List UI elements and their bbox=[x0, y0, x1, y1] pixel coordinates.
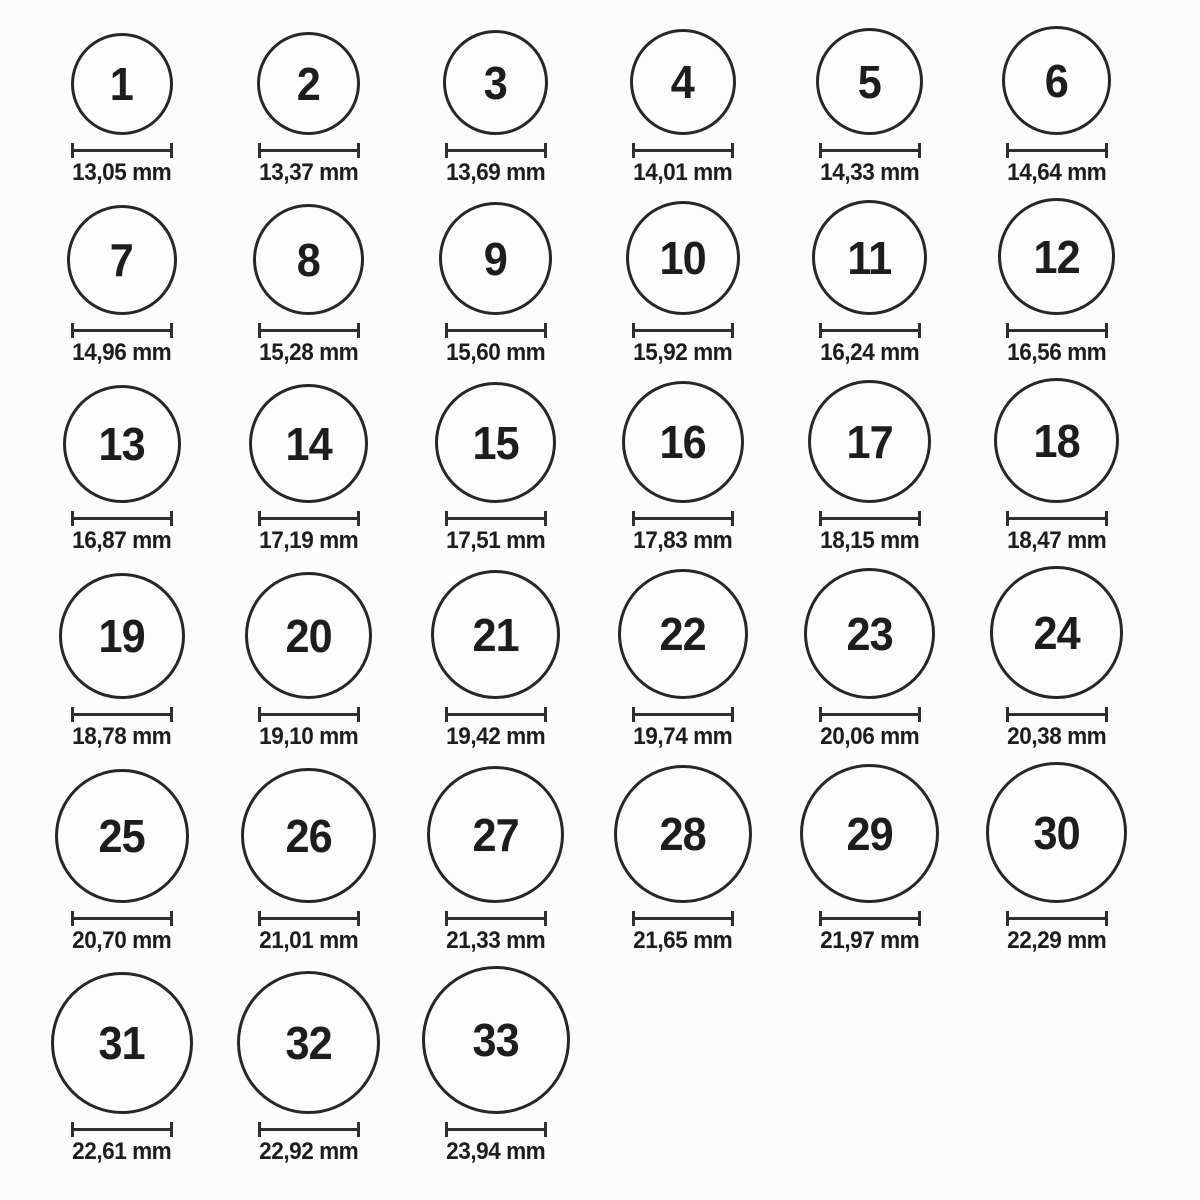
diameter-label: 13,37 mm bbox=[258, 159, 359, 186]
ring-circle bbox=[241, 768, 376, 903]
size-number: 22 bbox=[659, 608, 706, 660]
ring-circle bbox=[59, 573, 185, 699]
ring-size-item bbox=[28, 385, 215, 554]
ring-circle bbox=[63, 385, 181, 503]
diameter-label: 14,96 mm bbox=[71, 339, 172, 366]
diameter-label: 19,74 mm bbox=[632, 723, 733, 750]
size-number: 1 bbox=[109, 58, 134, 110]
measure-tick-right bbox=[918, 911, 921, 926]
size-number: 33 bbox=[472, 1014, 519, 1066]
measure-bar bbox=[74, 517, 170, 520]
diameter-label: 21,01 mm bbox=[258, 927, 359, 954]
measure-bar bbox=[635, 917, 731, 920]
diameter-label: 15,28 mm bbox=[258, 339, 359, 366]
ring-circle bbox=[71, 33, 173, 135]
diameter-measure-line bbox=[1006, 911, 1108, 926]
size-number: 16 bbox=[659, 416, 706, 468]
size-row bbox=[28, 198, 1200, 366]
diameter-measure-line bbox=[258, 707, 360, 722]
size-number: 25 bbox=[98, 810, 145, 862]
measure-tick-right bbox=[357, 323, 360, 338]
diameter-label: 21,97 mm bbox=[819, 927, 920, 954]
measure-tick-right bbox=[170, 1122, 173, 1137]
measure-bar bbox=[74, 329, 170, 332]
ring-size-item bbox=[963, 26, 1150, 186]
measure-tick-right bbox=[170, 511, 173, 526]
measure-tick-right bbox=[731, 143, 734, 158]
diameter-label: 22,61 mm bbox=[71, 1138, 172, 1165]
ring-circle bbox=[249, 384, 368, 503]
diameter-label: 15,92 mm bbox=[632, 339, 733, 366]
ring-circle bbox=[435, 382, 556, 503]
ring-circle bbox=[614, 765, 752, 903]
size-number: 9 bbox=[483, 232, 508, 285]
size-number: 18 bbox=[1033, 414, 1080, 467]
ring-size-item bbox=[776, 200, 963, 366]
measure-bar bbox=[261, 713, 357, 716]
diameter-measure-line bbox=[258, 1122, 360, 1137]
diameter-label: 15,60 mm bbox=[445, 339, 546, 366]
ring-size-item bbox=[963, 198, 1150, 366]
size-row bbox=[28, 26, 1200, 186]
measure-tick-right bbox=[731, 911, 734, 926]
size-number: 21 bbox=[472, 608, 519, 661]
size-number: 6 bbox=[1044, 54, 1069, 107]
diameter-label: 14,33 mm bbox=[819, 159, 920, 186]
ring-size-item bbox=[776, 28, 963, 186]
diameter-measure-line bbox=[819, 511, 921, 526]
ring-size-item bbox=[402, 202, 589, 366]
ring-size-item bbox=[28, 972, 215, 1165]
measure-tick-right bbox=[1105, 707, 1108, 722]
measure-tick-right bbox=[170, 143, 173, 158]
size-row bbox=[28, 966, 1200, 1165]
measure-bar bbox=[635, 517, 731, 520]
diameter-label: 16,56 mm bbox=[1006, 339, 1107, 366]
measure-bar bbox=[74, 917, 170, 920]
size-number: 26 bbox=[285, 809, 332, 862]
diameter-label: 14,64 mm bbox=[1006, 159, 1107, 186]
size-number: 20 bbox=[285, 609, 332, 662]
diameter-measure-line bbox=[1006, 707, 1108, 722]
measure-bar bbox=[1009, 517, 1105, 520]
size-number: 17 bbox=[846, 415, 893, 468]
diameter-measure-line bbox=[71, 707, 173, 722]
ring-size-item bbox=[963, 762, 1150, 954]
size-number: 27 bbox=[472, 808, 519, 861]
diameter-measure-line bbox=[632, 323, 734, 338]
measure-bar bbox=[448, 517, 544, 520]
measure-tick-right bbox=[918, 323, 921, 338]
size-number: 3 bbox=[483, 56, 508, 109]
measure-tick-right bbox=[170, 707, 173, 722]
measure-tick-right bbox=[357, 911, 360, 926]
measure-tick-right bbox=[544, 323, 547, 338]
diameter-measure-line bbox=[445, 707, 547, 722]
size-number: 24 bbox=[1033, 606, 1080, 659]
ring-size-item bbox=[963, 566, 1150, 750]
ring-circle bbox=[439, 202, 552, 315]
ring-size-item bbox=[215, 971, 402, 1165]
diameter-measure-line bbox=[258, 911, 360, 926]
ring-size-item bbox=[402, 966, 589, 1165]
size-row bbox=[28, 378, 1200, 554]
measure-bar bbox=[822, 917, 918, 920]
measure-bar bbox=[1009, 329, 1105, 332]
ring-size-item bbox=[776, 568, 963, 750]
diameter-measure-line bbox=[445, 911, 547, 926]
diameter-label: 23,94 mm bbox=[445, 1138, 546, 1165]
diameter-measure-line bbox=[71, 511, 173, 526]
ring-circle bbox=[622, 381, 744, 503]
size-number: 10 bbox=[659, 232, 706, 284]
measure-tick-right bbox=[1105, 323, 1108, 338]
ring-size-item bbox=[589, 765, 776, 954]
ring-circle bbox=[1002, 26, 1111, 135]
measure-bar bbox=[635, 713, 731, 716]
diameter-measure-line bbox=[632, 511, 734, 526]
size-number: 4 bbox=[670, 56, 695, 108]
ring-size-item bbox=[402, 382, 589, 554]
measure-bar bbox=[74, 713, 170, 716]
measure-bar bbox=[448, 917, 544, 920]
ring-circle bbox=[422, 966, 570, 1114]
size-number: 14 bbox=[285, 417, 332, 470]
diameter-measure-line bbox=[71, 1122, 173, 1137]
size-number: 2 bbox=[296, 57, 321, 110]
measure-bar bbox=[261, 1128, 357, 1131]
ring-size-item bbox=[402, 570, 589, 750]
ring-size-item bbox=[28, 573, 215, 750]
diameter-measure-line bbox=[445, 511, 547, 526]
diameter-measure-line bbox=[445, 143, 547, 158]
measure-bar bbox=[822, 713, 918, 716]
measure-bar bbox=[448, 713, 544, 716]
diameter-label: 17,83 mm bbox=[632, 527, 733, 554]
measure-bar bbox=[261, 517, 357, 520]
size-row bbox=[28, 566, 1200, 750]
measure-tick-right bbox=[918, 143, 921, 158]
diameter-label: 16,24 mm bbox=[819, 339, 920, 366]
diameter-label: 21,33 mm bbox=[445, 927, 546, 954]
ring-size-item bbox=[215, 384, 402, 554]
diameter-label: 16,87 mm bbox=[71, 527, 172, 554]
diameter-label: 19,10 mm bbox=[258, 723, 359, 750]
size-number: 5 bbox=[857, 55, 882, 108]
diameter-label: 18,47 mm bbox=[1006, 527, 1107, 554]
diameter-measure-line bbox=[632, 143, 734, 158]
ring-circle bbox=[630, 29, 736, 135]
measure-bar bbox=[261, 149, 357, 152]
size-number: 32 bbox=[285, 1016, 332, 1069]
ring-size-item bbox=[215, 572, 402, 750]
diameter-measure-line bbox=[819, 707, 921, 722]
ring-size-item bbox=[28, 769, 215, 954]
diameter-measure-line bbox=[258, 511, 360, 526]
measure-tick-right bbox=[544, 911, 547, 926]
ring-circle bbox=[257, 32, 360, 135]
measure-bar bbox=[74, 149, 170, 152]
diameter-label: 21,65 mm bbox=[632, 927, 733, 954]
ring-size-item bbox=[28, 205, 215, 366]
size-number: 23 bbox=[846, 607, 893, 660]
ring-size-item bbox=[215, 32, 402, 186]
size-number: 19 bbox=[98, 610, 145, 662]
measure-tick-right bbox=[918, 707, 921, 722]
measure-bar bbox=[261, 329, 357, 332]
ring-circle bbox=[443, 30, 548, 135]
ring-circle bbox=[618, 569, 748, 699]
ring-circle bbox=[245, 572, 372, 699]
measure-tick-right bbox=[1105, 511, 1108, 526]
ring-circle bbox=[998, 198, 1115, 315]
measure-tick-right bbox=[170, 911, 173, 926]
diameter-label: 20,70 mm bbox=[71, 927, 172, 954]
diameter-measure-line bbox=[445, 323, 547, 338]
measure-tick-right bbox=[170, 323, 173, 338]
diameter-measure-line bbox=[632, 707, 734, 722]
size-number: 7 bbox=[109, 234, 134, 286]
measure-tick-right bbox=[357, 511, 360, 526]
diameter-label: 13,05 mm bbox=[71, 159, 172, 186]
ring-circle bbox=[431, 570, 560, 699]
ring-circle bbox=[237, 971, 380, 1114]
diameter-measure-line bbox=[445, 1122, 547, 1137]
diameter-measure-line bbox=[819, 143, 921, 158]
measure-tick-right bbox=[357, 707, 360, 722]
diameter-measure-line bbox=[1006, 323, 1108, 338]
measure-tick-right bbox=[1105, 143, 1108, 158]
ring-circle bbox=[427, 766, 564, 903]
measure-tick-right bbox=[918, 511, 921, 526]
measure-bar bbox=[261, 917, 357, 920]
size-number: 29 bbox=[846, 807, 893, 860]
diameter-label: 13,69 mm bbox=[445, 159, 546, 186]
size-number: 31 bbox=[98, 1017, 145, 1069]
ring-size-item bbox=[402, 30, 589, 186]
measure-tick-right bbox=[544, 143, 547, 158]
diameter-measure-line bbox=[71, 143, 173, 158]
ring-size-item bbox=[589, 569, 776, 750]
ring-circle bbox=[808, 380, 931, 503]
ring-size-item bbox=[589, 201, 776, 366]
measure-bar bbox=[635, 149, 731, 152]
measure-bar bbox=[448, 1128, 544, 1131]
measure-bar bbox=[448, 149, 544, 152]
diameter-label: 18,78 mm bbox=[71, 723, 172, 750]
ring-circle bbox=[253, 204, 364, 315]
measure-tick-right bbox=[544, 1122, 547, 1137]
measure-tick-right bbox=[544, 707, 547, 722]
ring-circle bbox=[986, 762, 1127, 903]
ring-circle bbox=[804, 568, 935, 699]
measure-tick-right bbox=[731, 707, 734, 722]
ring-size-item bbox=[589, 381, 776, 554]
measure-bar bbox=[822, 329, 918, 332]
diameter-measure-line bbox=[632, 911, 734, 926]
diameter-label: 17,19 mm bbox=[258, 527, 359, 554]
measure-tick-right bbox=[357, 143, 360, 158]
measure-tick-right bbox=[731, 511, 734, 526]
diameter-measure-line bbox=[819, 323, 921, 338]
ring-circle bbox=[990, 566, 1123, 699]
diameter-label: 22,92 mm bbox=[258, 1138, 359, 1165]
ring-circle bbox=[626, 201, 740, 315]
diameter-measure-line bbox=[1006, 511, 1108, 526]
ring-circle bbox=[800, 764, 939, 903]
ring-size-item bbox=[963, 378, 1150, 554]
ring-size-item bbox=[28, 33, 215, 186]
ring-circle bbox=[816, 28, 923, 135]
measure-bar bbox=[448, 329, 544, 332]
diameter-label: 14,01 mm bbox=[632, 159, 733, 186]
measure-bar bbox=[1009, 713, 1105, 716]
diameter-measure-line bbox=[258, 143, 360, 158]
measure-tick-right bbox=[544, 511, 547, 526]
size-number: 15 bbox=[472, 416, 519, 469]
diameter-measure-line bbox=[71, 323, 173, 338]
size-number: 28 bbox=[659, 808, 706, 860]
size-number: 11 bbox=[847, 231, 892, 284]
size-number: 30 bbox=[1033, 806, 1080, 859]
measure-tick-right bbox=[1105, 911, 1108, 926]
diameter-measure-line bbox=[71, 911, 173, 926]
diameter-measure-line bbox=[819, 911, 921, 926]
diameter-label: 17,51 mm bbox=[445, 527, 546, 554]
ring-size-item bbox=[776, 764, 963, 954]
measure-bar bbox=[822, 517, 918, 520]
diameter-label: 20,06 mm bbox=[819, 723, 920, 750]
measure-tick-right bbox=[731, 323, 734, 338]
ring-size-item bbox=[215, 204, 402, 366]
measure-bar bbox=[1009, 149, 1105, 152]
ring-size-item bbox=[776, 380, 963, 554]
size-number: 8 bbox=[296, 233, 321, 286]
diameter-label: 20,38 mm bbox=[1006, 723, 1107, 750]
ring-circle bbox=[51, 972, 193, 1114]
ring-circle bbox=[55, 769, 189, 903]
ring-circle bbox=[812, 200, 927, 315]
ring-size-item bbox=[215, 768, 402, 954]
measure-bar bbox=[635, 329, 731, 332]
ring-size-item bbox=[402, 766, 589, 954]
size-row bbox=[28, 762, 1200, 954]
diameter-measure-line bbox=[258, 323, 360, 338]
ring-circle bbox=[67, 205, 177, 315]
diameter-label: 19,42 mm bbox=[445, 723, 546, 750]
ring-circle bbox=[994, 378, 1119, 503]
diameter-label: 22,29 mm bbox=[1006, 927, 1107, 954]
measure-bar bbox=[822, 149, 918, 152]
size-number: 12 bbox=[1033, 230, 1080, 283]
measure-tick-right bbox=[357, 1122, 360, 1137]
diameter-label: 18,15 mm bbox=[819, 527, 920, 554]
ring-size-item bbox=[589, 29, 776, 186]
diameter-measure-line bbox=[1006, 143, 1108, 158]
measure-bar bbox=[74, 1128, 170, 1131]
size-number: 13 bbox=[98, 418, 145, 470]
measure-bar bbox=[1009, 917, 1105, 920]
